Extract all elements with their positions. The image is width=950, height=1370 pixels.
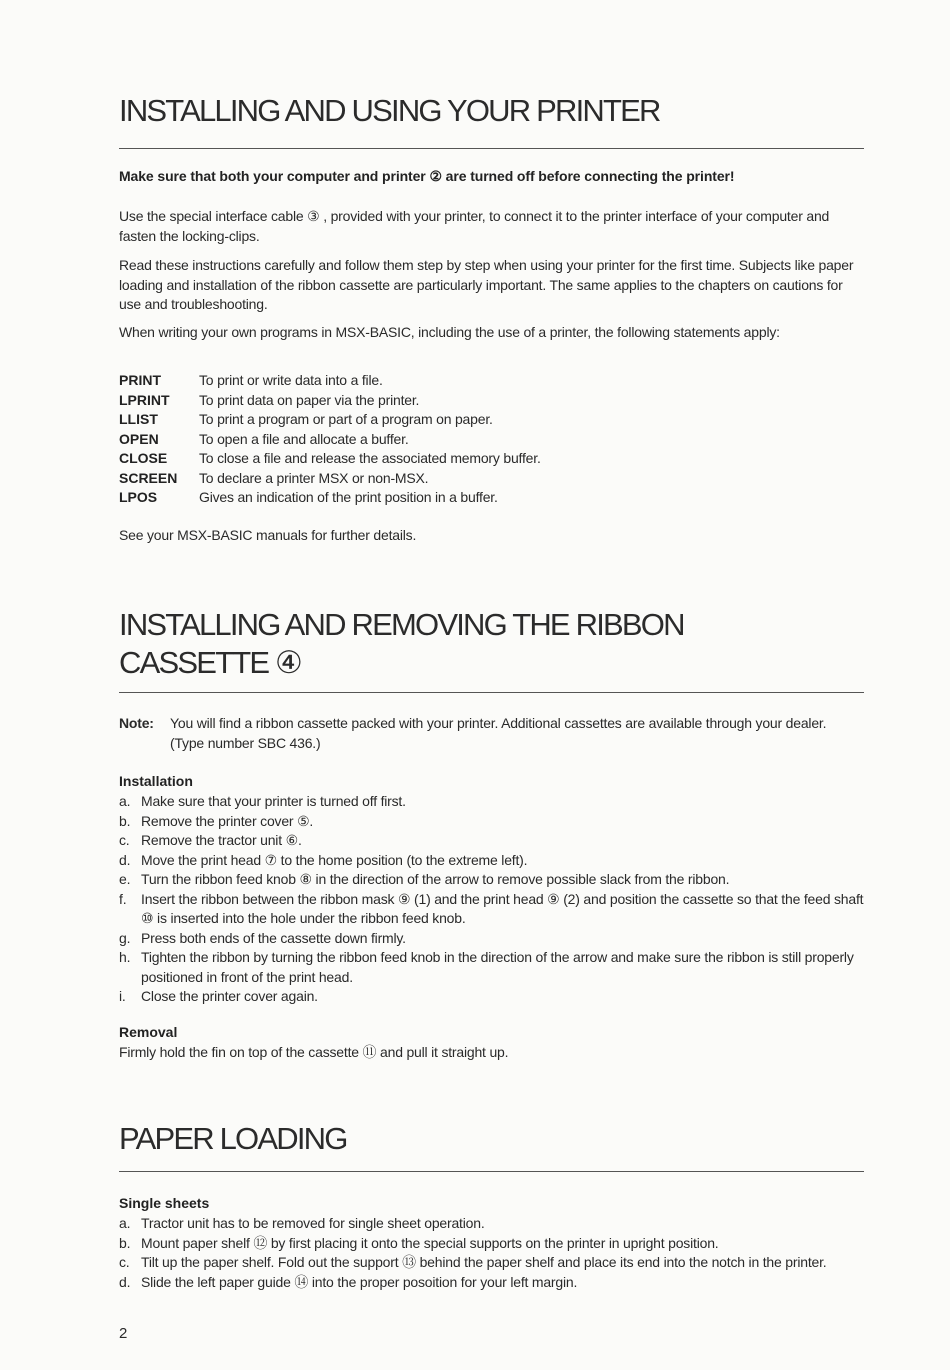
list-text: Make sure that your printer is turned off first. xyxy=(141,793,406,809)
list-item xyxy=(119,792,864,812)
statement-description: To declare a printer MSX or non-MSX. xyxy=(199,469,429,486)
list-item xyxy=(119,1214,864,1234)
statement-keyword: SCREEN xyxy=(119,469,178,486)
list-text: Tilt up the paper shelf. Fold out the support ⑬ behind the paper shelf and place its end into the notch in the printer. xyxy=(141,1254,827,1270)
list-text: Tighten the ribbon by turning the ribbon feed knob in the direction of the arrow and make sure the ribbon is still properly positioned in front of the print head. xyxy=(141,949,854,985)
list-text: Turn the ribbon feed knob ⑧ in the direction of the arrow to remove possible slack from the ribbon. xyxy=(141,871,730,887)
statement-description: To print data on paper via the printer. xyxy=(199,391,420,408)
list-text: Close the printer cover again. xyxy=(141,988,318,1004)
paragraph-see-manuals: See your MSX-BASIC manuals for further details. xyxy=(119,527,417,543)
list-item xyxy=(119,929,864,949)
list-text: Insert the ribbon between the ribbon mask ⑨ (1) and the print head ⑨ (2) and position the cassette so that the feed shaft ⑩ is inserted into the hole under the ribbon feed knob. xyxy=(141,890,864,926)
title-line: CASSETTE ④ xyxy=(119,645,302,680)
section-title-installing-using: INSTALLING AND USING YOUR PRINTER xyxy=(119,93,660,128)
section-divider xyxy=(119,148,864,149)
note-text: You will find a ribbon cassette packed with your printer. Additional cassettes are available through your dealer. (Type number SBC 436.) xyxy=(170,715,827,751)
paragraph-interface-cable: Use the special interface cable ③ , provided with your printer, to connect it to the printer interface of your computer and fasten the locking-clips. xyxy=(119,208,830,244)
statement-row xyxy=(119,371,819,391)
list-marker: c. xyxy=(119,832,130,848)
list-marker: b. xyxy=(119,1234,131,1251)
statement-row xyxy=(119,488,819,508)
statement-row xyxy=(119,410,819,430)
list-item xyxy=(119,1253,864,1273)
list-item xyxy=(119,1273,864,1293)
statement-description: To print or write data into a file. xyxy=(199,372,383,388)
list-marker: h. xyxy=(119,949,131,965)
list-item xyxy=(119,890,864,929)
list-item xyxy=(119,851,864,871)
statement-list xyxy=(119,371,819,508)
statement-row xyxy=(119,449,819,469)
list-marker: e. xyxy=(119,871,131,887)
removal-heading: Removal xyxy=(119,1024,178,1040)
statement-keyword: OPEN xyxy=(119,430,159,447)
statement-description: Gives an indication of the print position in a buffer. xyxy=(199,489,498,505)
note-block xyxy=(119,714,859,753)
list-marker: b. xyxy=(119,812,131,829)
page-number: 2 xyxy=(119,1325,128,1342)
statement-keyword: LPOS xyxy=(119,489,158,505)
list-marker: d. xyxy=(119,1273,131,1290)
list-text: Remove the printer cover ⑤. xyxy=(141,812,314,829)
list-marker: f. xyxy=(119,890,127,907)
statement-row xyxy=(119,391,819,411)
list-marker: c. xyxy=(119,1254,130,1270)
section-divider xyxy=(119,692,864,693)
list-marker: g. xyxy=(119,929,131,946)
list-marker: a. xyxy=(119,793,131,809)
statement-description: To close a file and release the associated memory buffer. xyxy=(199,450,541,466)
installation-steps xyxy=(119,792,864,1007)
paragraph-instructions: Read these instructions carefully and follow them step by step when using your printer for the first time. Subjects like paper loading and installation of the ribbon cassette are particularly important. The same applies to the chapters on cautions for use and troubleshooting. xyxy=(119,257,854,312)
list-item xyxy=(119,987,864,1007)
list-text: Remove the tractor unit ⑥. xyxy=(141,832,302,848)
list-marker: a. xyxy=(119,1215,131,1231)
list-item xyxy=(119,831,864,851)
list-item xyxy=(119,870,864,890)
removal-text: Firmly hold the fin on top of the cassette ⑪ and pull it straight up. xyxy=(119,1044,509,1060)
list-text: Mount paper shelf ⑫ by first placing it onto the special supports on the printer in upright position. xyxy=(141,1234,719,1251)
list-item xyxy=(119,948,864,987)
list-marker: i. xyxy=(119,988,126,1004)
paper-loading-steps xyxy=(119,1214,864,1292)
list-text: Press both ends of the cassette down firmly. xyxy=(141,929,406,946)
section-title-paper-loading: PAPER LOADING xyxy=(119,1121,347,1156)
list-text: Tractor unit has to be removed for single sheet operation. xyxy=(141,1215,485,1231)
list-text: Move the print head ⑦ to the home position (to the extreme left). xyxy=(141,851,528,868)
statement-keyword: PRINT xyxy=(119,372,161,388)
single-sheets-heading: Single sheets xyxy=(119,1195,210,1211)
warning-text: Make sure that both your computer and printer ② are turned off before connecting the printer! xyxy=(119,168,735,184)
section-divider xyxy=(119,1171,864,1172)
list-item xyxy=(119,812,864,832)
list-marker: d. xyxy=(119,851,131,868)
note-label: Note: xyxy=(119,715,154,731)
paragraph-msx-basic: When writing your own programs in MSX-BASIC, including the use of a printer, the following statements apply: xyxy=(119,324,780,340)
title-line: INSTALLING AND REMOVING THE RIBBON xyxy=(119,607,684,642)
statement-keyword: LPRINT xyxy=(119,391,170,408)
statement-keyword: LLIST xyxy=(119,411,158,427)
statement-description: To open a file and allocate a buffer. xyxy=(199,430,409,447)
statement-row xyxy=(119,469,819,489)
statement-description: To print a program or part of a program on paper. xyxy=(199,411,493,427)
section-title-ribbon-cassette xyxy=(119,606,684,682)
installation-heading: Installation xyxy=(119,773,193,789)
statement-keyword: CLOSE xyxy=(119,450,168,466)
statement-row xyxy=(119,430,819,450)
list-item xyxy=(119,1234,864,1254)
list-text: Slide the left paper guide ⑭ into the proper posoition for your left margin. xyxy=(141,1273,578,1290)
